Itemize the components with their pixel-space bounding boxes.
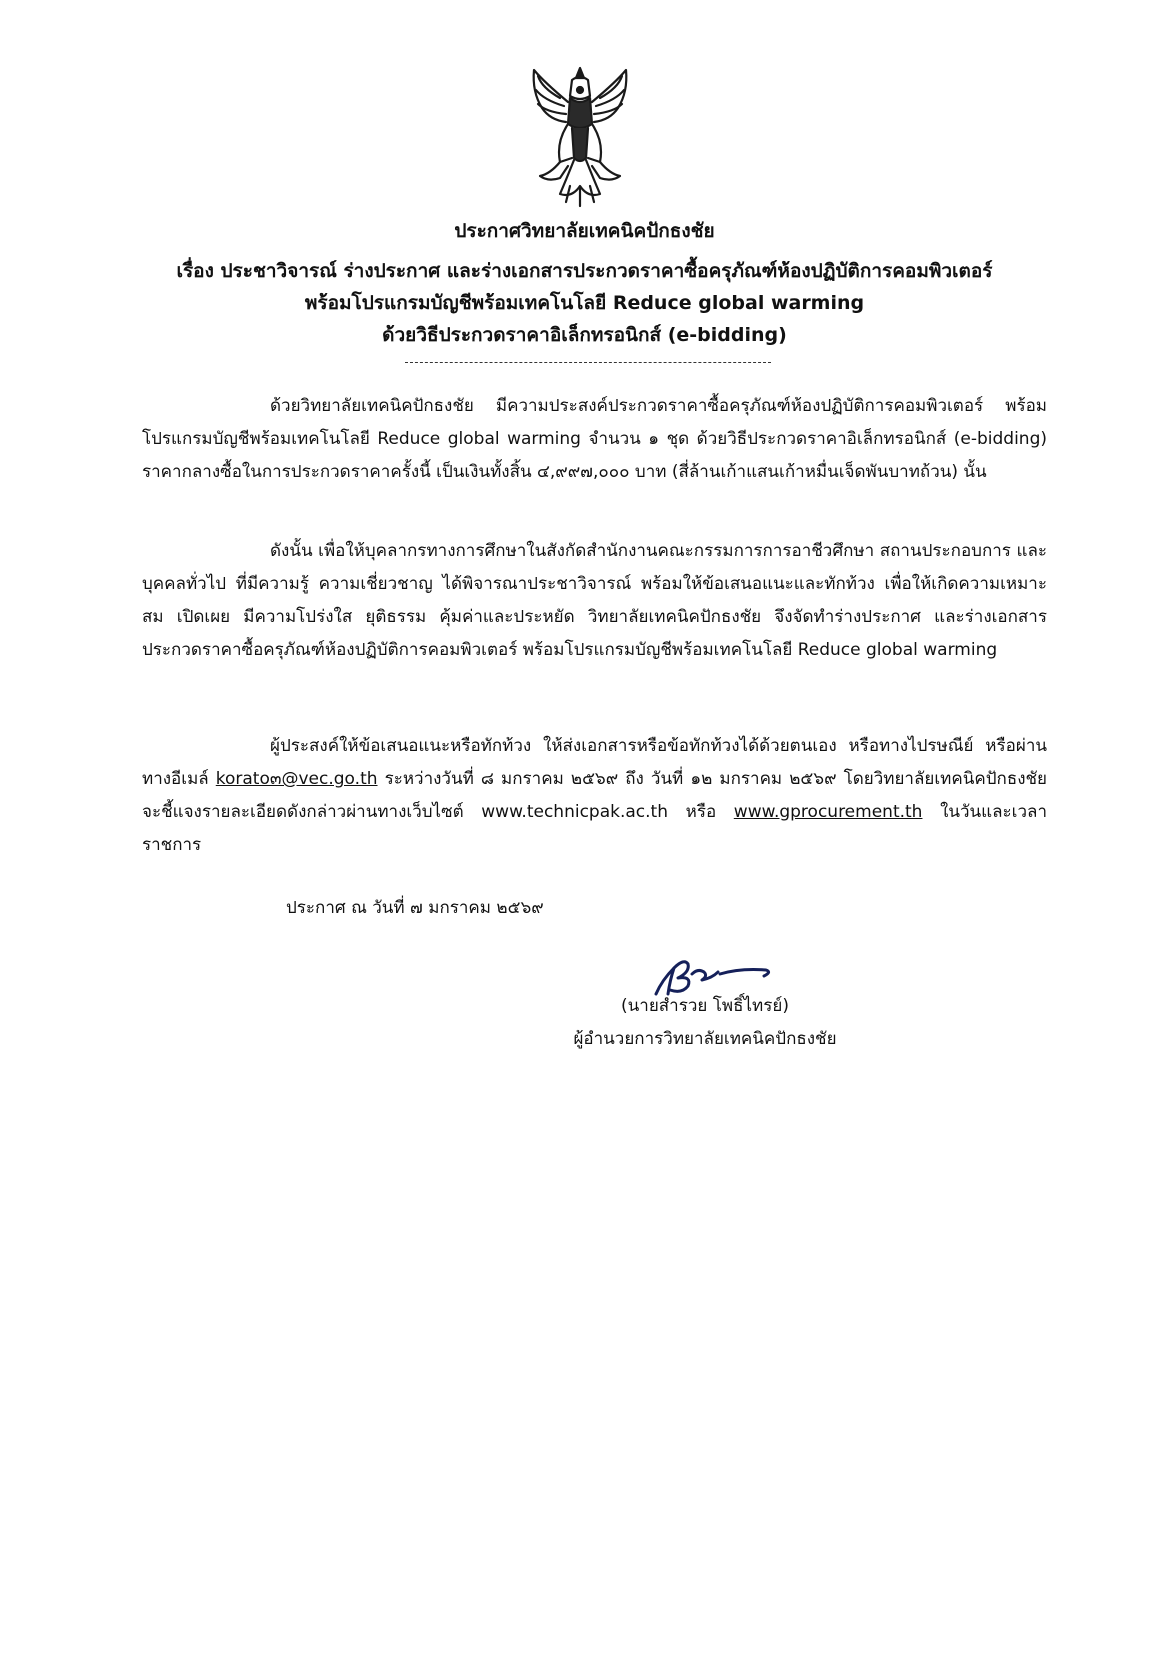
gprocurement-link[interactable]: www.gprocurement.th: [733, 802, 923, 822]
paragraph-2: ดังนั้น เพื่อให้บุคลากรทางการศึกษาในสังกัดสำนักงานคณะกรรมการการอาชีวศึกษา สถานประกอบการ และบุคคลทั่วไป ที่มีความรู้ ความเชี่ยวชาญ ได้พิจารณาประชาวิจารณ์ พร้อมให้ข้อเสนอแนะและทักท้วง เพื่อให้เกิดความเหมาะสม เปิดเผย มีความโปร่งใส ยุติธรรม คุ้มค่าและประหยัด วิทยาลัยเทคนิคปักธงชัย จึงจัดทำร่างประกาศ และร่างเอกสารประกวดราคาซื้อครุภัณฑ์ห้องปฏิบัติการคอมพิวเตอร์ พร้อมโปรแกรมบัญชีพร้อมเทคโนโลยี Reduce global warming: [142, 541, 1047, 660]
announce-prefix: ประกาศ ณ วันที่: [286, 898, 411, 918]
announce-suffix: มกราคม ๒๕๖๙: [422, 898, 544, 918]
paragraph-3-part-2: ระหว่างวันที่ ๘ มกราคม ๒๕๖๙ ถึง วันที่ ๑๒ มกราคม ๒๕๖๙ โดยวิทยาลัยเทคนิคปักธงชัยจะชี้แจงรายละเอียดดังกล่าวผ่านทางเว็บไซต์ www.technicpak.ac.th หรือ: [142, 769, 1047, 822]
subject-line-1: เรื่อง ประชาวิจารณ์ ร่างประกาศ และร่างเอกสารประกวดราคาซื้อครุภัณฑ์ห้องปฏิบัติการคอมพิวเตอร์: [176, 260, 993, 282]
announcement-title: ประกาศวิทยาลัยเทคนิคปักธงชัย: [454, 220, 715, 242]
email-link[interactable]: korato๓@vec.go.th: [215, 769, 378, 789]
subject-line-2: พร้อมโปรแกรมบัญชีพร้อมเทคโนโลยี Reduce global warming: [304, 292, 865, 314]
title-divider: [405, 362, 771, 363]
announce-day: ๗: [410, 898, 423, 918]
signer-position: ผู้อำนวยการวิทยาลัยเทคนิคปักธงชัย: [573, 1029, 837, 1049]
garuda-emblem-icon: [520, 62, 640, 210]
signer-name: (นายสำรวย โพธิ์ไทรย์): [621, 996, 789, 1016]
paragraph-1: ด้วยวิทยาลัยเทคนิคปักธงชัย มีความประสงค์ประกวดราคาซื้อครุภัณฑ์ห้องปฏิบัติการคอมพิวเตอร์ พร้อมโปรแกรมบัญชีพร้อมเทคโนโลยี Reduce global warming จำนวน ๑ ชุด ด้วยวิธีประกวดราคาอิเล็กทรอนิกส์ (e-bidding) ราคากลางซื้อในการประกวดราคาครั้งนี้ เป็นเงินทั้งสิ้น ๔,๙๙๗,๐๐๐ บาท (สี่ล้านเก้าแสนเก้าหมื่นเจ็ดพันบาทถ้วน) นั้น: [142, 396, 1047, 482]
paragraph-3: [142, 730, 1047, 862]
paragraph-3-part-3: ในวันและเวลาราชการ: [142, 802, 1047, 855]
paragraph-3-part-1: ผู้ประสงค์ให้ข้อเสนอแนะหรือทักท้วง ให้ส่งเอกสารหรือข้อทักท้วงได้ด้วยตนเอง หรือทางไปรษณีย์ หรือผ่านทางอีเมล์: [142, 736, 1047, 789]
announcement-date: [286, 892, 544, 925]
subject-line-3: ด้วยวิธีประกวดราคาอิเล็กทรอนิกส์ (e-bidding): [382, 324, 787, 346]
